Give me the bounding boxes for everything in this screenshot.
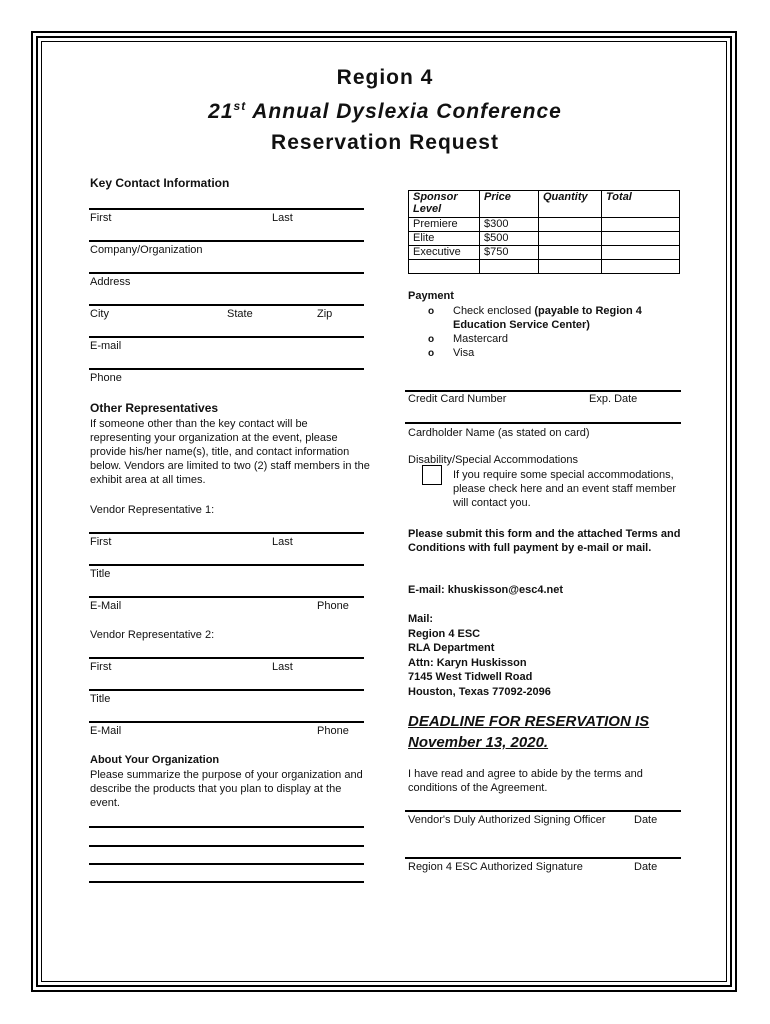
submit-email: E-mail: khuskisson@esc4.net	[408, 584, 564, 596]
rep2-title-label: Title	[90, 693, 111, 705]
header-sponsor-level: Sponsor Level	[409, 191, 480, 218]
cell-total[interactable]	[602, 260, 680, 274]
mastercard-option-label: Mastercard	[453, 333, 509, 345]
card-number-label: Credit Card Number	[408, 393, 507, 405]
cell-total[interactable]	[602, 232, 680, 246]
deadline-line-1: DEADLINE FOR RESERVATION IS	[408, 713, 650, 730]
accommodations-label: Disability/Special Accommodations	[408, 454, 578, 466]
deadline-line-2: November 13, 2020.	[408, 734, 549, 751]
cell-price[interactable]	[480, 260, 539, 274]
title-reservation: Reservation Request	[271, 131, 499, 154]
rep1-email-label: E-Mail	[90, 600, 122, 612]
about-line-4[interactable]	[89, 881, 364, 883]
rep1-name-line[interactable]	[89, 532, 364, 534]
vendor-signature-label: Vendor's Duly Authorized Signing Officer	[408, 814, 606, 826]
address-label: Address	[90, 276, 131, 288]
cell-level: Premiere	[409, 218, 480, 232]
rep2-email-line[interactable]	[89, 721, 364, 723]
company-label: Company/Organization	[90, 244, 203, 256]
check-option-bullet[interactable]: o	[428, 306, 435, 317]
address-line[interactable]	[89, 272, 364, 274]
rep2-title-line[interactable]	[89, 689, 364, 691]
payment-heading: Payment	[408, 290, 454, 302]
cell-level: Elite	[409, 232, 480, 246]
rep1-label: Vendor Representative 1:	[90, 504, 215, 516]
rep1-first-label: First	[90, 536, 112, 548]
vendor-signature-line[interactable]	[405, 810, 681, 812]
about-line-3[interactable]	[89, 863, 364, 865]
city-line[interactable]	[89, 304, 364, 306]
other-reps-heading: Other Representatives	[90, 401, 219, 415]
email-label: E-mail	[90, 340, 122, 352]
sponsor-table	[408, 190, 680, 274]
header-price: Price	[480, 191, 539, 218]
card-number-line[interactable]	[405, 390, 681, 392]
first-name-line[interactable]	[89, 208, 364, 210]
rep1-email-line[interactable]	[89, 596, 364, 598]
region-date-label: Date	[634, 861, 658, 873]
rep2-last-label: Last	[272, 661, 293, 673]
exp-date-label: Exp. Date	[589, 393, 638, 405]
table-row	[409, 218, 680, 232]
rep1-phone-label: Phone	[317, 600, 349, 612]
cell-quantity[interactable]	[539, 232, 602, 246]
cell-level[interactable]	[409, 260, 480, 274]
rep2-email-label: E-Mail	[90, 725, 122, 737]
visa-option-label: Visa	[453, 347, 475, 359]
cell-price: $500	[480, 232, 539, 246]
state-label: State	[227, 308, 253, 320]
cell-total[interactable]	[602, 246, 680, 260]
about-heading: About Your Organization	[90, 754, 220, 766]
rep1-last-label: Last	[272, 536, 293, 548]
cell-quantity[interactable]	[539, 218, 602, 232]
region-signature-label: Region 4 ESC Authorized Signature	[408, 861, 583, 873]
visa-option-bullet[interactable]: o	[428, 348, 435, 359]
vendor-date-label: Date	[634, 814, 658, 826]
city-label: City	[90, 308, 109, 320]
zip-label: Zip	[317, 308, 333, 320]
company-line[interactable]	[89, 240, 364, 242]
rep2-phone-label: Phone	[317, 725, 349, 737]
other-reps-description: If someone other than the key contact will be representing your organization at the event, please provide his/her name(s), title, and contact information below. Vendors are limited to two (2) staff members in the exhibit area at all times.	[90, 418, 370, 486]
rep1-title-line[interactable]	[89, 564, 364, 566]
mail-address: Mail: Region 4 ESC RLA Department Attn: Karyn Huskisson 7145 West Tidwell Road Houston, Texas 77092-2096	[408, 613, 551, 698]
phone-label: Phone	[90, 372, 122, 384]
mastercard-option-bullet[interactable]: o	[428, 334, 435, 345]
cell-level: Executive	[409, 246, 480, 260]
table-row	[409, 232, 680, 246]
first-label: First	[90, 212, 112, 224]
last-label: Last	[272, 212, 293, 224]
cell-quantity[interactable]	[539, 246, 602, 260]
title-conference: 21st Annual Dyslexia Conference	[208, 99, 562, 123]
rep1-title-label: Title	[90, 568, 111, 580]
cell-total[interactable]	[602, 218, 680, 232]
table-row	[409, 260, 680, 274]
table-row	[409, 246, 680, 260]
cell-price: $750	[480, 246, 539, 260]
header-total: Total	[602, 191, 680, 218]
key-contact-heading: Key Contact Information	[90, 176, 230, 190]
cell-price: $300	[480, 218, 539, 232]
agreement-text: I have read and agree to abide by the terms and conditions of the Agreement.	[408, 768, 643, 794]
cardholder-label: Cardholder Name (as stated on card)	[408, 427, 590, 439]
submit-instructions: Please submit this form and the attached Terms and Conditions with full payment by e-mail or mail.	[408, 528, 681, 554]
header-quantity: Quantity	[539, 191, 602, 218]
cardholder-line[interactable]	[405, 422, 681, 424]
phone-line[interactable]	[89, 368, 364, 370]
rep2-label: Vendor Representative 2:	[90, 629, 215, 641]
region-signature-line[interactable]	[405, 857, 681, 859]
title-region: Region 4	[336, 66, 434, 89]
check-option-label: Check enclosed (payable to Region 4 Education Service Center)	[453, 305, 642, 331]
about-line-1[interactable]	[89, 826, 364, 828]
about-line-2[interactable]	[89, 845, 364, 847]
rep2-name-line[interactable]	[89, 657, 364, 659]
cell-quantity[interactable]	[539, 260, 602, 274]
about-description: Please summarize the purpose of your organization and describe the products that you plan to display at the event.	[90, 769, 363, 809]
rep2-first-label: First	[90, 661, 112, 673]
email-line[interactable]	[89, 336, 364, 338]
accommodations-text: If you require some special accommodations, please check here and an event staff member will contact you.	[453, 469, 676, 509]
accommodations-checkbox[interactable]	[422, 465, 442, 485]
table-header-row	[409, 191, 680, 218]
